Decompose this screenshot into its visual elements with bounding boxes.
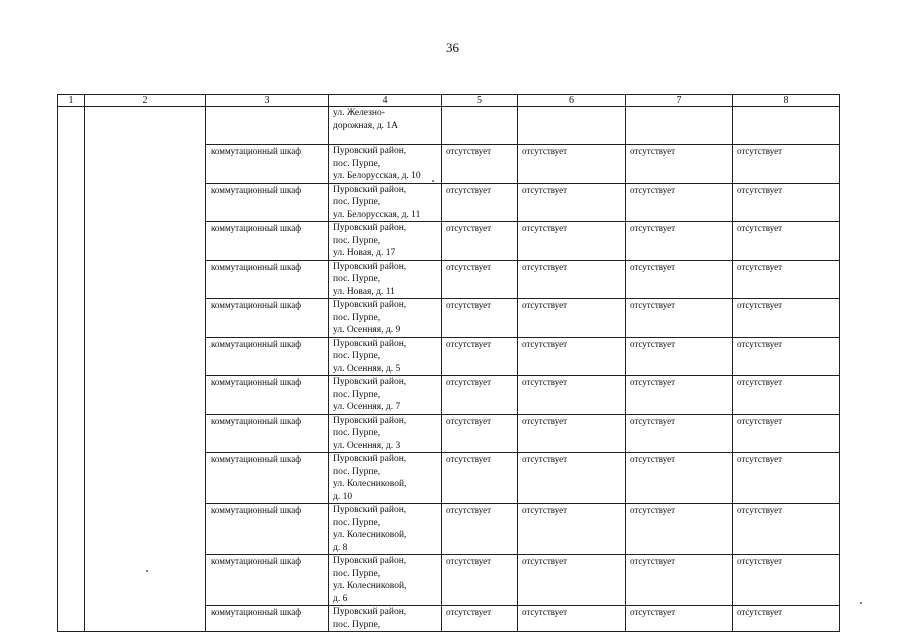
col-5-cell: отсутствует: [442, 183, 518, 222]
address-line: Пуровский район,: [333, 377, 407, 387]
address-line: пос. Пурпе,: [333, 351, 381, 361]
address-line: Пуровский район,: [333, 556, 407, 566]
col-5-cell: отсутствует: [442, 414, 518, 453]
header-col-3: 3: [206, 95, 329, 107]
address-cell: [329, 555, 442, 606]
address-line: Пуровский район,: [333, 223, 407, 233]
address-cell: [329, 504, 442, 555]
address-line: Пуровский район,: [333, 338, 407, 349]
infrastructure-table: [57, 94, 840, 632]
col-7-cell: отсутствует: [626, 145, 733, 184]
address-line: пос. Пурпе,: [333, 389, 381, 400]
address-line: д. 10: [333, 491, 353, 502]
address-cell: [329, 222, 442, 261]
address-line: Пуровский район,: [333, 505, 407, 515]
address-line: ул. Белорусская, д. 10: [333, 171, 421, 181]
col-6-cell: отсутствует: [518, 414, 626, 453]
address-line: дорожная, д. 1А: [333, 120, 399, 131]
col-5-cell: отсутствует: [442, 222, 518, 261]
col-6-cell: отсутствует: [518, 337, 626, 376]
type-cell: коммутационный шкаф: [206, 183, 329, 222]
address-cell: [329, 453, 442, 504]
col-2-cell: [85, 107, 206, 632]
address-line: ул. Осенняя, д. 9: [333, 325, 401, 335]
col-8-cell: отсутствует: [733, 414, 840, 453]
type-cell: коммутационный шкаф: [206, 376, 329, 415]
address-line: пос. Пурпе,: [333, 517, 381, 528]
col-7-cell: отсутствует: [626, 299, 733, 338]
col-6-cell: отсутствует: [518, 299, 626, 338]
header-col-1: 1: [58, 95, 85, 107]
col-6-cell: отсутствует: [518, 376, 626, 415]
col-8-cell: отсутствует: [733, 453, 840, 504]
address-line: ул. Белорусская, д. 11: [333, 209, 421, 220]
address-line: Пуровский район,: [333, 454, 407, 464]
type-cell: коммутационный шкаф: [206, 606, 329, 632]
col-7-cell: отсутствует: [626, 504, 733, 555]
address-cell: [329, 145, 442, 184]
address-line: пос. Пурпе,: [333, 158, 381, 169]
col-7-cell: отсутствует: [626, 606, 733, 632]
col-6-cell: отсутствует: [518, 606, 626, 632]
table-row: [58, 107, 840, 145]
header-row: [58, 95, 840, 107]
address-line: пос. Пурпе,: [333, 235, 381, 246]
col-1-cell: [58, 107, 85, 632]
address-line: ул. Осенняя, д. 5: [333, 363, 401, 374]
col-7-cell: отсутствует: [626, 555, 733, 606]
scan-speck: [146, 570, 148, 572]
col-7-cell: отсутствует: [626, 260, 733, 299]
address-line: пос. Пурпе,: [333, 568, 381, 579]
col-8-cell: отсутствует: [733, 606, 840, 632]
col-7-cell: отсутствует: [626, 414, 733, 453]
col-6-cell: отсутствует: [518, 260, 626, 299]
address-line: Пуровский район,: [333, 146, 407, 156]
type-cell: коммутационный шкаф: [206, 453, 329, 504]
address-line: ул. Осенняя, д. 7: [333, 402, 401, 412]
address-line: ул. Осенняя, д. 3: [333, 440, 401, 451]
col-8-cell: отсутствует: [733, 260, 840, 299]
address-line: ул. Железно-: [333, 108, 385, 118]
col-6-cell: отсутствует: [518, 222, 626, 261]
type-cell: коммутационный шкаф: [206, 222, 329, 261]
address-line: пос. Пурпе,: [333, 274, 381, 284]
col-5-cell: отсутствует: [442, 504, 518, 555]
header-col-2: 2: [85, 95, 206, 107]
address-line: Пуровский район,: [333, 415, 407, 426]
address-cell: [329, 299, 442, 338]
address-cell: [329, 337, 442, 376]
address-line: ул. Новая, д. 11: [333, 286, 395, 297]
header-col-4: 4: [329, 95, 442, 107]
col-6-cell: отсутствует: [518, 504, 626, 555]
address-line: д. 8: [333, 542, 348, 553]
col-5-cell: отсутствует: [442, 337, 518, 376]
col-5-cell: отсутствует: [442, 453, 518, 504]
col-6-cell: отсутствует: [518, 183, 626, 222]
header-col-5: 5: [442, 95, 518, 107]
col-8-cell: отсутствует: [733, 299, 840, 338]
col-5-cell: отсутствует: [442, 376, 518, 415]
col-7-cell: [626, 107, 733, 145]
address-line: Пуровский район,: [333, 607, 407, 617]
address-line: ул. Колесниковой,: [333, 581, 407, 591]
type-cell: коммутационный шкаф: [206, 145, 329, 184]
col-5-cell: отсутствует: [442, 145, 518, 184]
header-col-6: 6: [518, 95, 626, 107]
scan-speck: [860, 602, 862, 604]
col-5-cell: отсутствует: [442, 555, 518, 606]
type-cell: коммутационный шкаф: [206, 555, 329, 606]
col-8-cell: отсутствует: [733, 376, 840, 415]
header-col-8: 8: [733, 95, 840, 107]
address-line: д. 6: [333, 593, 348, 604]
address-line: Пуровский район,: [333, 261, 407, 272]
col-8-cell: отсутствует: [733, 555, 840, 606]
col-5-cell: отсутствует: [442, 606, 518, 632]
col-8-cell: [733, 107, 840, 145]
address-cell: [329, 414, 442, 453]
col-5-cell: отсутствует: [442, 260, 518, 299]
col-7-cell: отсутствует: [626, 453, 733, 504]
address-cell: [329, 376, 442, 415]
address-line: ул. Колесниковой,: [333, 530, 407, 540]
type-cell: коммутационный шкаф: [206, 299, 329, 338]
address-line: Пуровский район,: [333, 300, 407, 310]
col-7-cell: отсутствует: [626, 222, 733, 261]
type-cell: коммутационный шкаф: [206, 504, 329, 555]
header-col-7: 7: [626, 95, 733, 107]
address-line: пос. Пурпе,: [333, 428, 381, 438]
col-7-cell: отсутствует: [626, 337, 733, 376]
col-8-cell: отсутствует: [733, 145, 840, 184]
address-line: ул. Новая, д. 17: [333, 248, 396, 258]
scan-speck: [432, 180, 434, 182]
col-8-cell: отсутствует: [733, 222, 840, 261]
address-line: пос. Пурпе,: [333, 197, 381, 207]
address-cell: [329, 107, 442, 145]
col-6-cell: отсутствует: [518, 145, 626, 184]
address-line: пос. Пурпе,: [333, 312, 381, 323]
address-line: пос. Пурпе,: [333, 619, 381, 630]
col-7-cell: отсутствует: [626, 376, 733, 415]
address-cell: [329, 606, 442, 632]
type-cell: коммутационный шкаф: [206, 337, 329, 376]
type-cell: [206, 107, 329, 145]
col-6-cell: отсутствует: [518, 555, 626, 606]
col-8-cell: отсутствует: [733, 504, 840, 555]
address-line: ул. Колесниковой,: [333, 479, 407, 489]
type-cell: коммутационный шкаф: [206, 414, 329, 453]
page-number: 36: [446, 40, 459, 55]
col-6-cell: [518, 107, 626, 145]
col-8-cell: отсутствует: [733, 337, 840, 376]
col-5-cell: [442, 107, 518, 145]
address-cell: [329, 260, 442, 299]
address-cell: [329, 183, 442, 222]
address-line: Пуровский район,: [333, 184, 407, 195]
col-6-cell: отсутствует: [518, 453, 626, 504]
address-line: пос. Пурпе,: [333, 466, 381, 477]
col-7-cell: отсутствует: [626, 183, 733, 222]
type-cell: коммутационный шкаф: [206, 260, 329, 299]
col-8-cell: отсутствует: [733, 183, 840, 222]
col-5-cell: отсутствует: [442, 299, 518, 338]
